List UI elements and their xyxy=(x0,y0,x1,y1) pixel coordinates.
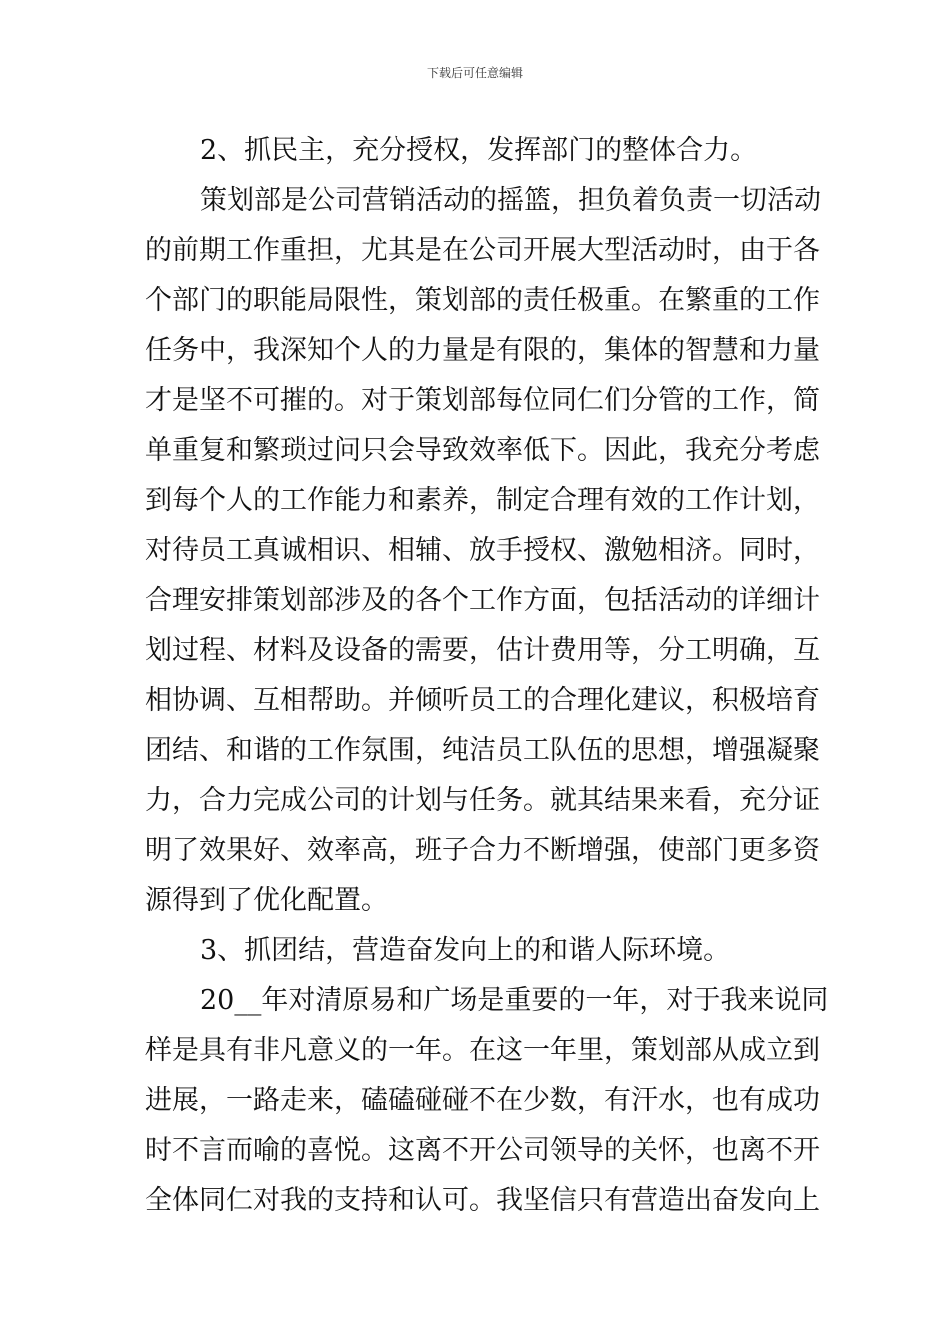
text-line: 才是坚不可摧的。对于策划部每位同仁们分管的工作，简 xyxy=(145,385,820,416)
text-line: 3、抓团结，营造奋发向上的和谐人际环境。 xyxy=(200,935,731,966)
text-line: 样是具有非凡意义的一年。在这一年里，策划部从成立到 xyxy=(145,1035,820,1066)
text-line: 20__年对清原易和广场是重要的一年，对于我来说同 xyxy=(200,985,829,1016)
text-line: 划过程、材料及设备的需要，估计费用等，分工明确，互 xyxy=(145,635,820,666)
text-line: 团结、和谐的工作氛围，纯洁员工队伍的思想，增强凝聚 xyxy=(145,735,820,766)
text-line: 个部门的职能局限性，策划部的责任极重。在繁重的工作 xyxy=(145,285,820,316)
text-line: 源得到了优化配置。 xyxy=(145,885,388,916)
text-line: 任务中，我深知个人的力量是有限的，集体的智慧和力量 xyxy=(145,335,820,366)
text-line: 力，合力完成公司的计划与任务。就其结果来看，充分证 xyxy=(145,785,820,816)
text-line: 时不言而喻的喜悦。这离不开公司领导的关怀，也离不开 xyxy=(145,1135,820,1166)
text-line: 全体同仁对我的支持和认可。我坚信只有营造出奋发向上 xyxy=(145,1185,820,1216)
text-line: 相协调、互相帮助。并倾听员工的合理化建议，积极培育 xyxy=(145,685,820,716)
text-line: 对待员工真诚相识、相辅、放手授权、激勉相济。同时， xyxy=(145,535,820,566)
text-line: 单重复和繁琐过问只会导致效率低下。因此，我充分考虑 xyxy=(145,435,820,466)
page-header: 下载后可任意编辑 xyxy=(426,66,523,80)
text-line: 的前期工作重担，尤其是在公司开展大型活动时，由于各 xyxy=(145,235,820,266)
text-line: 到每个人的工作能力和素养，制定合理有效的工作计划， xyxy=(145,485,820,516)
text-line: 策划部是公司营销活动的摇篮，担负着负责一切活动 xyxy=(200,185,821,216)
text-line: 进展，一路走来，磕磕碰碰不在少数，有汗水，也有成功 xyxy=(145,1085,820,1116)
text-line: 2、抓民主，充分授权，发挥部门的整体合力。 xyxy=(200,135,758,166)
text-line: 明了效果好、效率高，班子合力不断增强，使部门更多资 xyxy=(145,835,820,866)
text-line: 合理安排策划部涉及的各个工作方面，包括活动的详细计 xyxy=(145,585,820,616)
